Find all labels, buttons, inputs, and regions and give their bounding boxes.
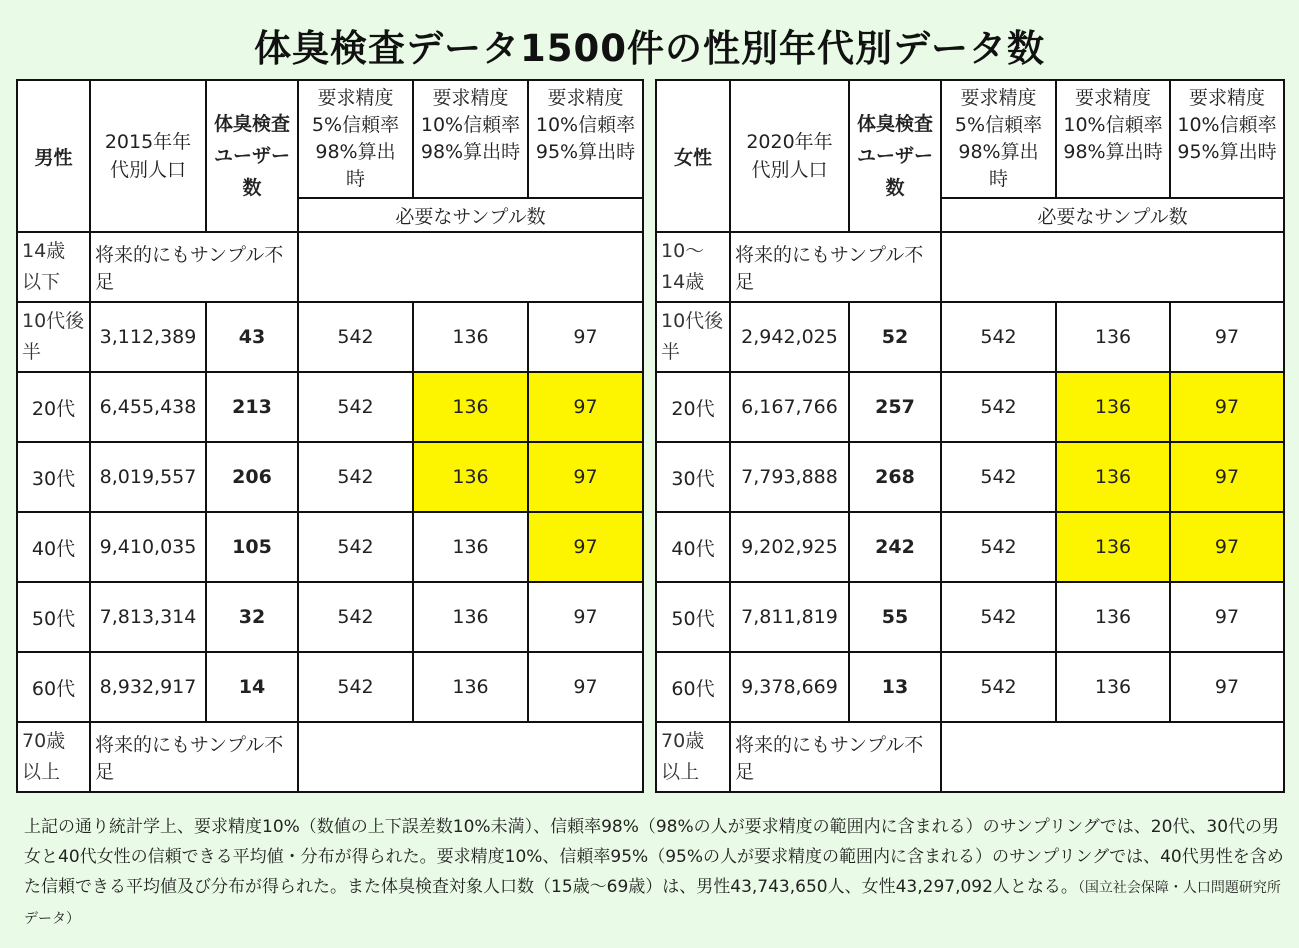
population-header: 2015年年代別人口 <box>90 80 206 232</box>
insufficient-note: 将来的にもサンプル不足 <box>90 232 298 302</box>
table-row <box>17 372 643 442</box>
sample-10pct-95: 97 <box>1170 442 1284 512</box>
sex-label: 男性 <box>17 80 90 232</box>
sample-10pct-95: 97 <box>1170 372 1284 442</box>
user-count: 32 <box>206 582 298 652</box>
empty-cell <box>298 722 643 792</box>
population-value: 8,932,917 <box>90 652 206 722</box>
table-row <box>17 582 643 652</box>
insufficient-note: 将来的にもサンプル不足 <box>90 722 298 792</box>
users-header: 体臭検査ユーザー数 <box>206 80 298 232</box>
sample-5pct-98: 542 <box>298 652 413 722</box>
female-table <box>655 79 1285 793</box>
population-value: 9,410,035 <box>90 512 206 582</box>
population-header: 2020年年代別人口 <box>730 80 849 232</box>
user-count: 13 <box>849 652 941 722</box>
population-value: 7,811,819 <box>730 582 849 652</box>
sample-10pct-98: 136 <box>413 442 528 512</box>
table-row <box>656 442 1284 512</box>
sample-10pct-95: 97 <box>528 652 643 722</box>
sample-10pct-95: 97 <box>528 512 643 582</box>
user-count: 268 <box>849 442 941 512</box>
sample-10pct-95: 97 <box>1170 652 1284 722</box>
age-label: 10代後半 <box>656 302 730 372</box>
sample-5pct-98: 542 <box>298 302 413 372</box>
population-value: 6,455,438 <box>90 372 206 442</box>
sample-5pct-98: 542 <box>298 372 413 442</box>
population-value: 9,202,925 <box>730 512 849 582</box>
page-title: 体臭検査データ1500件の性別年代別データ数 <box>254 27 1045 70</box>
req-header-1: 要求精度5%信頼率98%算出時 <box>298 80 413 198</box>
age-label: 14歳以下 <box>17 232 90 302</box>
table-row <box>656 652 1284 722</box>
user-count: 43 <box>206 302 298 372</box>
sample-10pct-95: 97 <box>1170 302 1284 372</box>
sample-5pct-98: 542 <box>941 652 1056 722</box>
sample-5pct-98: 542 <box>941 302 1056 372</box>
sample-10pct-98: 136 <box>413 582 528 652</box>
age-label: 30代 <box>17 442 90 512</box>
table-row <box>656 302 1284 372</box>
table-row <box>17 302 643 372</box>
sample-10pct-98: 136 <box>1056 442 1170 512</box>
empty-cell <box>298 232 643 302</box>
footnote-text: 上記の通り統計学上、要求精度10%（数値の上下誤差数10%未満）、信頼率98%（98%の人が要求精度の範囲内に含まれる）のサンプリングでは、20代、30代の男女と40代女性の信頼できる平均値・分布が得られた。要求精度10%、信頼率95%（95%の人が要求精度の範囲内に含まれる）のサンプリングでは、40代男性を含めた信頼できる平均値及び分布が得られた。また体臭検査対象人口数（15歳～69歳）は、男性43,743,650人、女性43,297,092人となる。 <box>24 817 1284 897</box>
age-label: 40代 <box>656 512 730 582</box>
age-label: 10代後半 <box>17 302 90 372</box>
req-header-3: 要求精度10%信頼率95%算出時 <box>1170 80 1284 198</box>
sample-10pct-98: 136 <box>413 372 528 442</box>
sample-10pct-95: 97 <box>528 582 643 652</box>
sample-5pct-98: 542 <box>298 512 413 582</box>
population-value: 8,019,557 <box>90 442 206 512</box>
population-value: 7,793,888 <box>730 442 849 512</box>
empty-cell <box>941 722 1284 792</box>
user-count: 257 <box>849 372 941 442</box>
age-label: 50代 <box>17 582 90 652</box>
user-count: 14 <box>206 652 298 722</box>
age-label: 10～14歳 <box>656 232 730 302</box>
user-count: 55 <box>849 582 941 652</box>
sample-header: 必要なサンプル数 <box>298 198 643 232</box>
table-row <box>656 582 1284 652</box>
table-row <box>17 652 643 722</box>
users-header: 体臭検査ユーザー数 <box>849 80 941 232</box>
age-label: 70歳以上 <box>656 722 730 792</box>
age-label: 60代 <box>656 652 730 722</box>
sample-10pct-98: 136 <box>413 512 528 582</box>
user-count: 52 <box>849 302 941 372</box>
age-label: 30代 <box>656 442 730 512</box>
population-value: 3,112,389 <box>90 302 206 372</box>
age-label: 20代 <box>17 372 90 442</box>
table-row <box>17 512 643 582</box>
age-label: 20代 <box>656 372 730 442</box>
req-header-2: 要求精度10%信頼率98%算出時 <box>413 80 528 198</box>
sample-5pct-98: 542 <box>941 512 1056 582</box>
req-header-3: 要求精度10%信頼率95%算出時 <box>528 80 643 198</box>
population-value: 2,942,025 <box>730 302 849 372</box>
sample-5pct-98: 542 <box>941 582 1056 652</box>
male-table <box>16 79 644 793</box>
age-label: 70歳以上 <box>17 722 90 792</box>
age-label: 60代 <box>17 652 90 722</box>
table-row <box>656 372 1284 442</box>
sample-10pct-98: 136 <box>413 652 528 722</box>
table-row <box>656 512 1284 582</box>
sample-10pct-98: 136 <box>1056 582 1170 652</box>
sample-10pct-98: 136 <box>1056 512 1170 582</box>
sample-10pct-95: 97 <box>528 372 643 442</box>
insufficient-note: 将来的にもサンプル不足 <box>730 232 941 302</box>
sample-5pct-98: 542 <box>941 372 1056 442</box>
user-count: 206 <box>206 442 298 512</box>
age-label: 50代 <box>656 582 730 652</box>
req-header-1: 要求精度5%信頼率98%算出時 <box>941 80 1056 198</box>
source-note: （国立社会保障・人口問題研究所データ） <box>24 880 1281 927</box>
sample-10pct-95: 97 <box>528 302 643 372</box>
sample-10pct-98: 136 <box>1056 302 1170 372</box>
population-value: 9,378,669 <box>730 652 849 722</box>
footnote <box>24 812 1284 934</box>
sample-10pct-98: 136 <box>413 302 528 372</box>
age-label: 40代 <box>17 512 90 582</box>
user-count: 242 <box>849 512 941 582</box>
user-count: 105 <box>206 512 298 582</box>
sample-header: 必要なサンプル数 <box>941 198 1284 232</box>
table-row <box>17 442 643 512</box>
req-header-2: 要求精度10%信頼率98%算出時 <box>1056 80 1170 198</box>
insufficient-note: 将来的にもサンプル不足 <box>730 722 941 792</box>
population-value: 7,813,314 <box>90 582 206 652</box>
sample-10pct-98: 136 <box>1056 652 1170 722</box>
sex-label: 女性 <box>656 80 730 232</box>
sample-10pct-98: 136 <box>1056 372 1170 442</box>
sample-10pct-95: 97 <box>528 442 643 512</box>
population-value: 6,167,766 <box>730 372 849 442</box>
empty-cell <box>941 232 1284 302</box>
sample-10pct-95: 97 <box>1170 582 1284 652</box>
sample-5pct-98: 542 <box>941 442 1056 512</box>
sample-5pct-98: 542 <box>298 582 413 652</box>
sample-5pct-98: 542 <box>298 442 413 512</box>
sample-10pct-95: 97 <box>1170 512 1284 582</box>
user-count: 213 <box>206 372 298 442</box>
